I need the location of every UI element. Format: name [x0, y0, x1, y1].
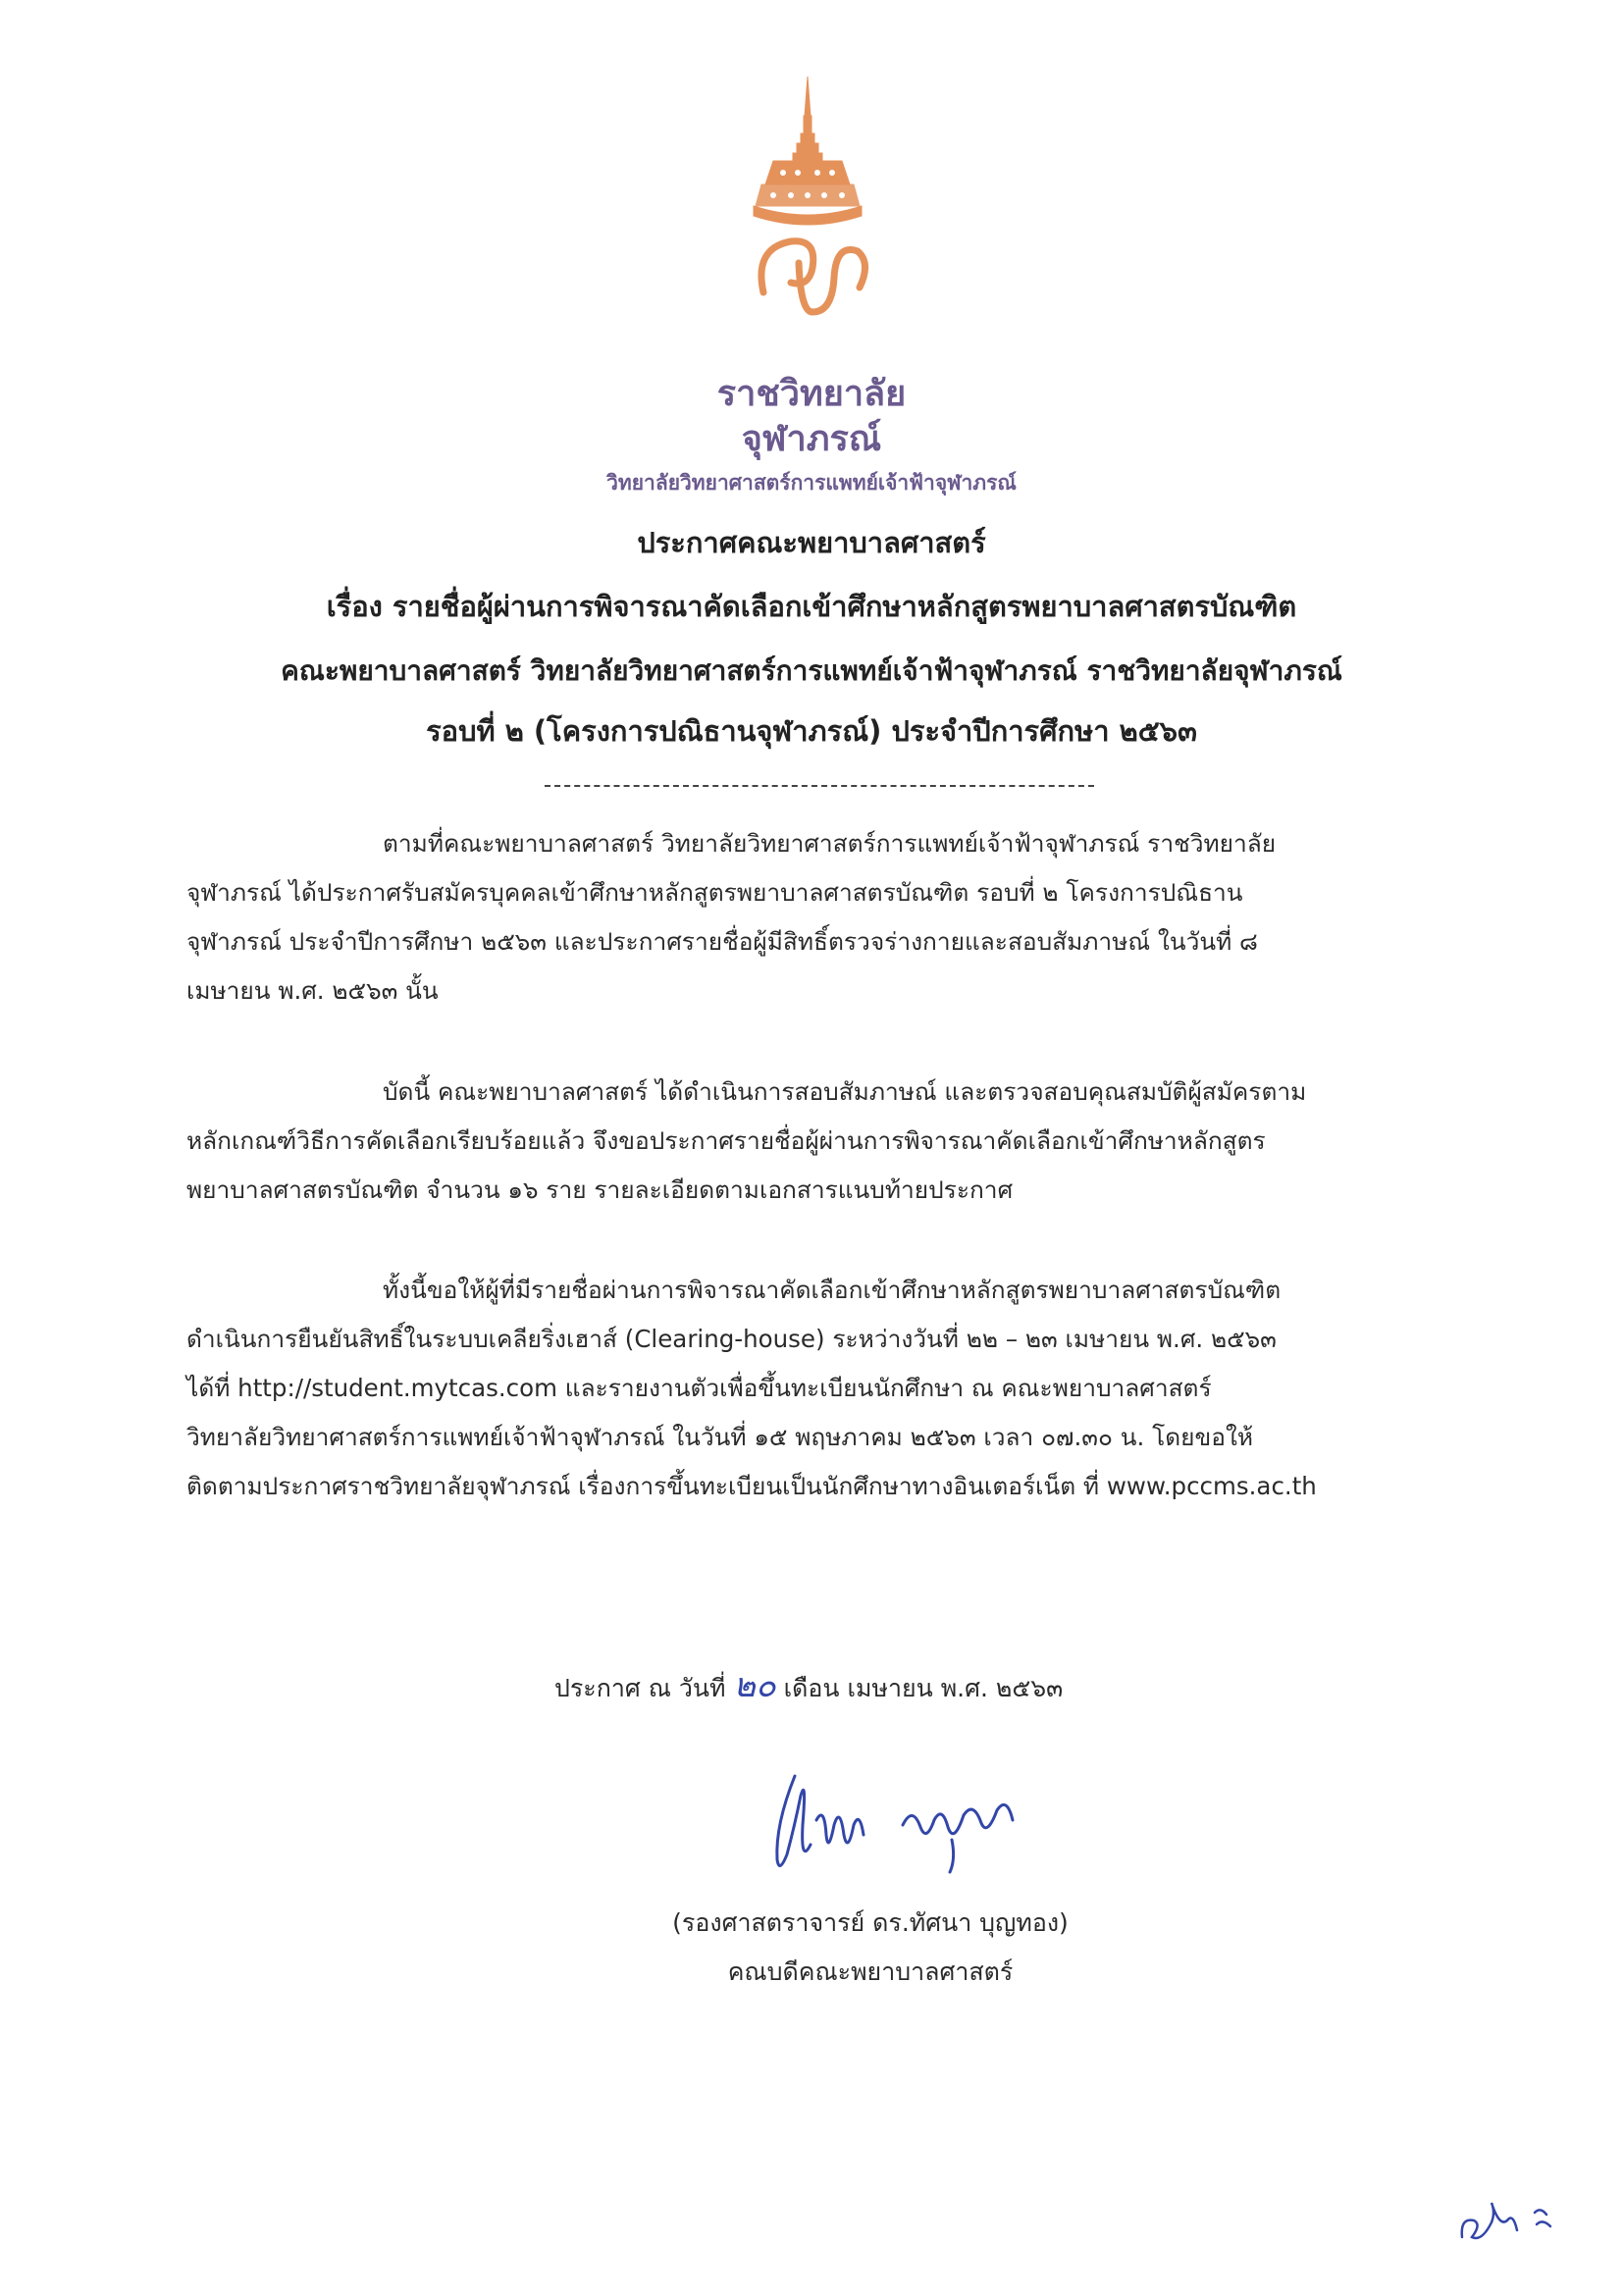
paragraph-line: เมษายน พ.ศ. ๒๕๖๓ นั้น [186, 976, 439, 1005]
announcement-faculty: คณะพยาบาลศาสตร์ วิทยาลัยวิทยาศาสตร์การแพทย์เจ้าฟ้าจุฬาภรณ์ ราชวิทยาลัยจุฬาภรณ์ [281, 654, 1342, 687]
paragraph-line: พยาบาลศาสตรบัณฑิต จำนวน ๑๖ ราย รายละเอียดตามเอกสารแนบท้ายประกาศ [186, 1175, 1014, 1204]
announcement-date [554, 1658, 1063, 1711]
college-name: วิทยาลัยวิทยาศาสตร์การแพทย์เจ้าฟ้าจุฬาภรณ์ [606, 471, 1017, 495]
paragraph-line: วิทยาลัยวิทยาศาสตร์การแพทย์เจ้าฟ้าจุฬาภรณ์ ในวันที่ ๑๕ พฤษภาคม ๒๕๖๓ เวลา ๐๗.๓๐ น. โดยขอให้ [186, 1423, 1254, 1451]
paragraph-line: บัดนี้ คณะพยาบาลศาสตร์ ได้ดำเนินการสอบสัมภาษณ์ และตรวจสอบคุณสมบัติผู้สมัครตาม [383, 1077, 1307, 1106]
royal-crest-icon [744, 77, 871, 371]
paragraph-1 [186, 819, 1452, 1016]
paragraph-line: ทั้งนี้ขอให้ผู้ที่มีรายชื่อผ่านการพิจารณาคัดเลือกเข้าศึกษาหลักสูตรพยาบาลศาสตรบัณฑิต [383, 1276, 1282, 1304]
handwritten-initials-icon [1452, 2183, 1570, 2252]
university-name-line1: ราชวิทยาลัย [716, 374, 907, 414]
paragraph-line: หลักเกณฑ์วิธีการคัดเลือกเรียบร้อยแล้ว จึงขอประกาศรายชื่อผู้ผ่านการพิจารณาคัดเลือกเข้าศึกษาหลักสูตร [186, 1126, 1266, 1155]
paragraph-line: ตามที่คณะพยาบาลศาสตร์ วิทยาลัยวิทยาศาสตร์การแพทย์เจ้าฟ้าจุฬาภรณ์ ราชวิทยาลัย [383, 829, 1277, 858]
paragraph-3 [186, 1266, 1452, 1511]
date-suffix: เดือน เมษายน พ.ศ. ๒๕๖๓ [783, 1674, 1064, 1702]
announcement-title: ประกาศคณะพยาบาลศาสตร์ [637, 526, 986, 559]
paragraph-line: ได้ที่ http://student.mytcas.com และรายงานตัวเพื่อขึ้นทะเบียนนักศึกษา ณ คณะพยาบาลศาสตร์ [186, 1374, 1212, 1402]
paragraph-line: จุฬาภรณ์ ประจำปีการศึกษา ๒๕๖๓ และประกาศรายชื่อผู้มีสิทธิ์ตรวจร่างกายและสอบสัมภาษณ์ ในวันที่ ๘ [186, 927, 1258, 956]
announcement-subject: เรื่อง รายชื่อผู้ผ่านการพิจารณาคัดเลือกเข้าศึกษาหลักสูตรพยาบาลศาสตรบัณฑิต [326, 590, 1297, 623]
divider [545, 785, 1094, 787]
date-day-handwritten: ๒๐ [733, 1666, 776, 1705]
signer-name: (รองศาสตราจารย์ ดร.ทัศนา บุญทอง) [672, 1908, 1069, 1937]
paragraph-2 [186, 1068, 1452, 1215]
handwritten-signature-icon [756, 1766, 1050, 1884]
date-prefix: ประกาศ ณ วันที่ [554, 1674, 726, 1702]
announcement-round: รอบที่ ๒ (โครงการปณิธานจุฬาภรณ์) ประจำปีการศึกษา ๒๕๖๓ [426, 714, 1197, 748]
paragraph-line: ติดตามประกาศราชวิทยาลัยจุฬาภรณ์ เรื่องการขึ้นทะเบียนเป็นนักศึกษาทางอินเตอร์เน็ต ที่ www.pccms.ac.th [186, 1472, 1317, 1500]
university-name-line2: จุฬาภรณ์ [741, 419, 882, 459]
paragraph-line: จุฬาภรณ์ ได้ประกาศรับสมัครบุคคลเข้าศึกษาหลักสูตรพยาบาลศาสตรบัณฑิต รอบที่ ๒ โครงการปณิธาน [186, 878, 1243, 907]
signer-title: คณบดีคณะพยาบาลศาสตร์ [727, 1957, 1014, 1986]
paragraph-line: ดำเนินการยืนยันสิทธิ์ในระบบเคลียริ่งเฮาส์ (Clearing-house) ระหว่างวันที่ ๒๒ – ๒๓ เมษายน พ.ศ. ๒๕๖๓ [186, 1325, 1277, 1353]
